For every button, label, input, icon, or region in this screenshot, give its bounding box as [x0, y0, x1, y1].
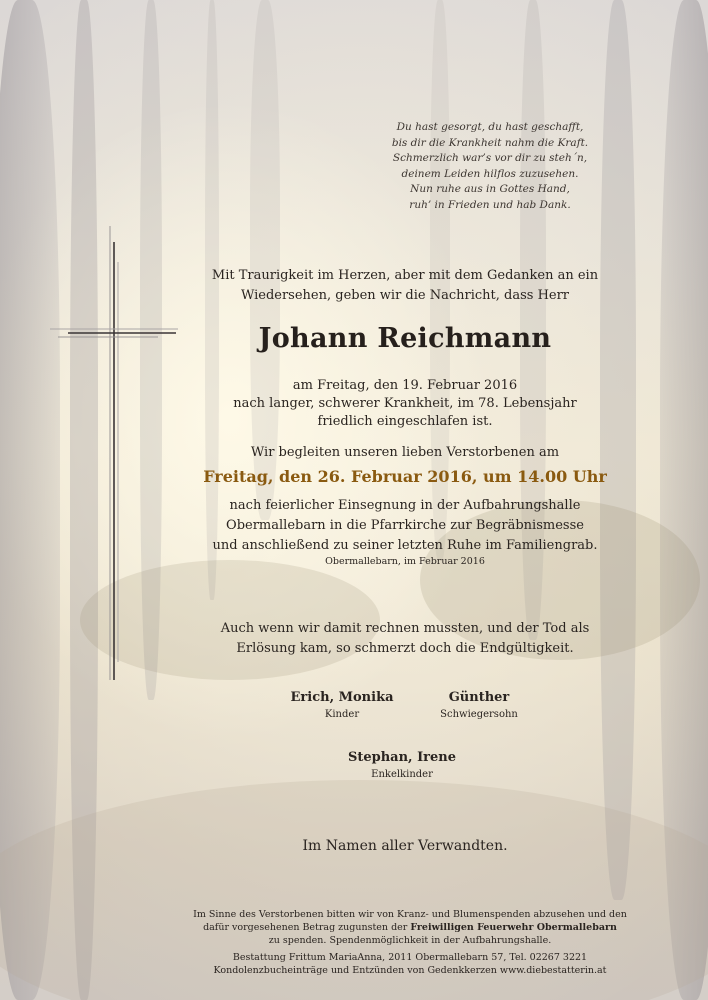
footer-line: zu spenden. Spendenmöglichkeit in der Aufbahrungshalle. [268, 935, 552, 946]
ceremony-line: nach feierlicher Einsegnung in der Aufbahrungshalle [229, 498, 581, 513]
footer-text: dafür vorgesehenen Betrag zugunsten der [203, 922, 411, 933]
place-date: Obermallebarn, im Februar 2016 [325, 556, 485, 567]
funeral-intro: Wir begleiten unseren lieben Verstorbenen am [250, 445, 560, 460]
mourner-relation: Enkelkinder [371, 769, 433, 780]
deceased-name: Johann Reichmann [258, 323, 552, 354]
tree-trunk [250, 0, 280, 520]
details-line: friedlich eingeschlafen ist. [317, 414, 493, 429]
ceremony-line: Obermallebarn in die Pfarrkirche zur Begräbnismesse [226, 518, 584, 533]
mourner-names: Erich, Monika [290, 690, 394, 705]
closing-quote [200, 619, 610, 659]
beneficiary-name: Freiwilligen Feuerwehr Obermallebarn [410, 922, 617, 933]
on-behalf-line: Im Namen aller Verwandten. [302, 838, 508, 854]
mourner-names: Stephan, Irene [347, 750, 457, 765]
mourner-relation: Schwiegersohn [440, 709, 518, 720]
cross-icon [48, 222, 183, 684]
intro-line: Wiedersehen, geben wir die Nachricht, dass Herr [240, 288, 570, 303]
announcement-intro [200, 266, 610, 306]
details-line: am Freitag, den 19. Februar 2016 [292, 378, 518, 393]
poem [380, 120, 600, 213]
footer-line: Im Sinne des Verstorbenen bitten wir von Kranz- und Blumenspenden abzusehen und den [193, 909, 627, 920]
death-details [200, 377, 610, 431]
poem-line: deinem Leiden hilflos zuzusehen. [401, 167, 579, 180]
footer-notice [160, 908, 660, 977]
poem-line: Du hast gesorgt, du hast geschafft, [396, 121, 584, 133]
ceremony-line: und anschließend zu seiner letzten Ruhe im Familiengrab. [212, 538, 598, 553]
mourner-relation: Kinder [324, 709, 360, 720]
quote-line: Auch wenn wir damit rechnen mussten, und der Tod als [220, 621, 590, 636]
intro-line: Mit Traurigkeit im Herzen, aber mit dem Gedanken an ein [211, 268, 599, 283]
poem-line: Schmerzlich war’s vor dir zu steh´n, [392, 152, 588, 164]
funeral-date: Freitag, den 26. Februar 2016, um 14.00 Uhr [203, 467, 607, 486]
mourner-group [404, 690, 554, 720]
funeral-home-address: Bestattung Frittum MariaAnna, 2011 Obermallebarn 57, Tel. 02267 3221 [232, 952, 588, 963]
poem-line: bis dir die Krankheit nahm die Kraft. [391, 136, 589, 149]
details-line: nach langer, schwerer Krankheit, im 78. Lebensjahr [233, 396, 577, 411]
footer-line [160, 921, 660, 934]
mourner-group [267, 690, 417, 720]
mourner-group [327, 750, 477, 780]
mourner-names: Günther [448, 690, 510, 705]
poem-line: ruh’ in Frieden und hab Dank. [409, 198, 571, 211]
poem-line: Nun ruhe aus in Gottes Hand, [410, 183, 570, 195]
quote-line: Erlösung kam, so schmerzt doch die Endgültigkeit. [236, 641, 574, 656]
condolence-info: Kondolenzbucheinträge und Entzünden von Gedenkkerzen www.diebestatterin.at [213, 965, 607, 976]
ceremony-details [200, 496, 610, 556]
